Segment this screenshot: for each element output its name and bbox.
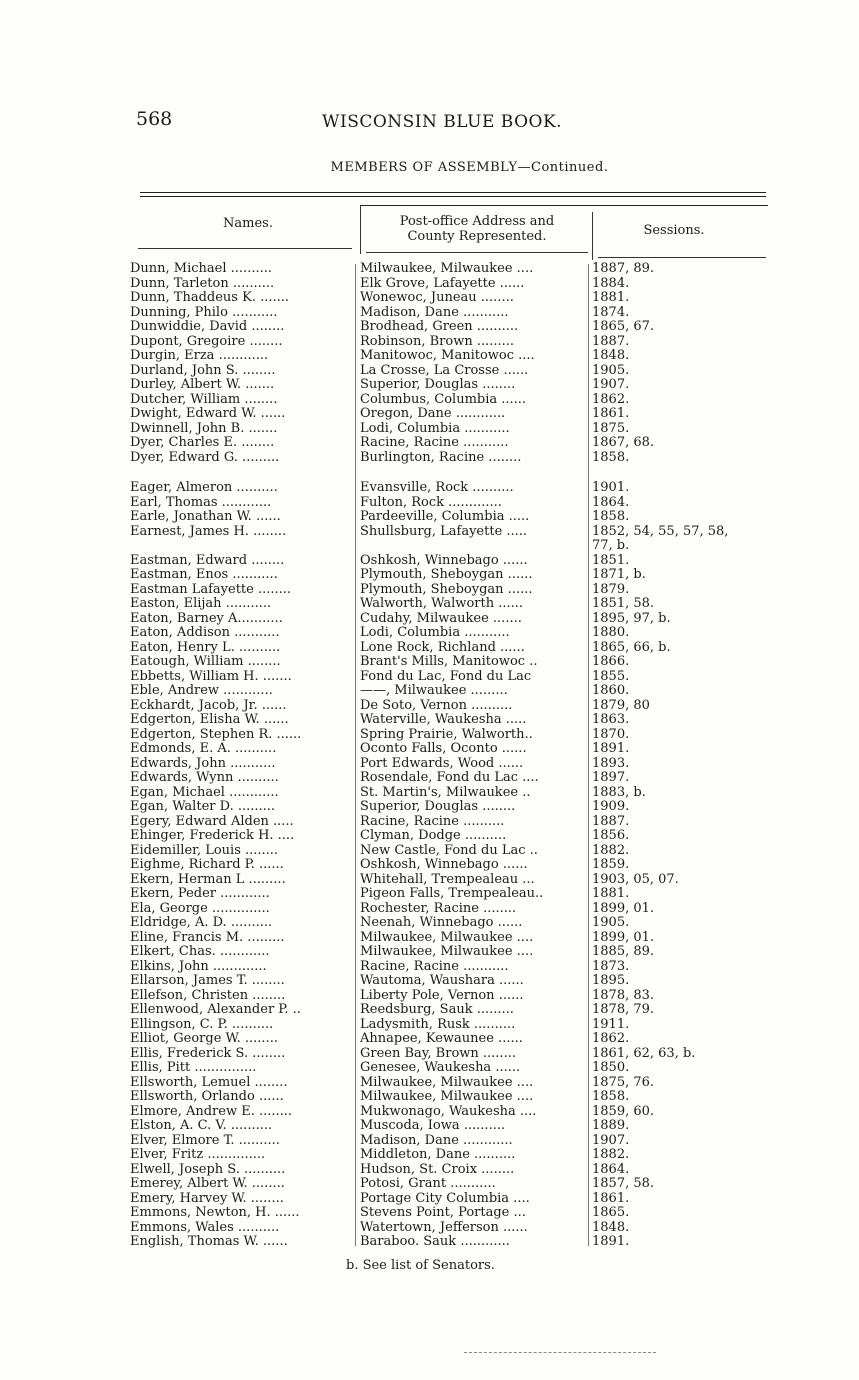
member-sessions: 1858. [592, 509, 630, 524]
member-sessions: 1861, 62, 63, b. [592, 1045, 696, 1061]
member-address: Burlington, Racine ........ [360, 450, 522, 465]
member-address: Wonewoc, Juneau ........ [360, 291, 514, 305]
member-address: Fond du Lac, Fond du Lac [360, 669, 532, 684]
member-name: Egery, Edward Alden ..... [130, 814, 294, 829]
member-address: Pardeeville, Columbia ..... [360, 510, 530, 524]
member-name: Edwards, John ........... [130, 756, 276, 771]
member-sessions: 1863. [592, 712, 630, 727]
member-sessions: 1864. [592, 1161, 630, 1177]
table-row [120, 786, 780, 801]
column-header-address-line2: County Represented. [407, 229, 547, 244]
member-name: Durley, Albert W. ....... [130, 378, 275, 392]
table-row [120, 974, 780, 989]
member-address: Madison, Dane ........... [360, 305, 509, 320]
table-row [120, 1163, 780, 1178]
member-name: Eatough, William ........ [130, 655, 281, 669]
table-row [120, 451, 780, 466]
member-sessions: 1865, 66, b. [592, 639, 671, 655]
table-row [120, 1148, 780, 1163]
member-sessions: 1866. [592, 654, 630, 669]
bottom-dash-mark [464, 1352, 656, 1353]
member-address: Potosi, Grant ........... [360, 1177, 496, 1191]
member-address: Columbus, Columbia ...... [360, 392, 527, 407]
table-row [120, 1235, 780, 1250]
member-address: Superior, Douglas ........ [360, 378, 516, 392]
table-row [120, 320, 780, 335]
column-header-address [364, 214, 590, 244]
table-row [120, 481, 780, 496]
table-row [120, 393, 780, 408]
member-name: Dunn, Tarleton .......... [130, 276, 275, 291]
column-divider-1 [360, 206, 361, 254]
table-row [120, 378, 780, 393]
table-row [120, 306, 780, 321]
member-name: Eastman Lafayette ........ [130, 582, 292, 597]
member-address: Racine, Racine ........... [360, 436, 509, 450]
table-row [120, 815, 780, 830]
member-name: Elliot, George W. ........ [130, 1032, 278, 1046]
table-row [120, 916, 780, 931]
member-name: Edmonds, E. A. .......... [130, 742, 277, 756]
member-address: Muscoda, Iowa .......... [360, 1119, 506, 1133]
column-divider-2 [592, 212, 593, 260]
member-name: Ellarson, James T. ........ [130, 974, 285, 988]
member-sessions: 1857, 58. [592, 1176, 655, 1191]
member-address: Milwaukee, Milwaukee .... [360, 945, 534, 959]
member-address: Port Edwards, Wood ...... [360, 756, 524, 771]
member-sessions: 1905. [592, 362, 630, 378]
table-row [120, 742, 780, 757]
table-row [120, 525, 780, 540]
member-sessions: 1858. [592, 1089, 630, 1104]
table-row [120, 262, 780, 277]
member-sessions: 1895. [592, 973, 630, 988]
table-row [120, 1119, 780, 1134]
member-sessions: 1864. [592, 494, 630, 510]
member-address: Oconto Falls, Oconto ...... [360, 742, 527, 756]
member-name: Dunn, Michael .......... [130, 262, 272, 276]
member-sessions: 1870. [592, 726, 630, 742]
member-sessions: 1899, 01. [592, 929, 655, 945]
member-sessions: 1885, 89. [592, 944, 655, 959]
member-sessions: 1882. [592, 1147, 630, 1162]
member-sessions: 1909. [592, 799, 630, 814]
member-address: Liberty Pole, Vernon ...... [360, 988, 524, 1003]
member-address: Elk Grove, Lafayette ...... [360, 276, 525, 291]
member-address: Milwaukee, Milwaukee .... [360, 930, 534, 945]
table-row [120, 539, 780, 554]
member-address: New Castle, Fond du Lac .. [360, 843, 538, 858]
member-address: Portage City Columbia .... [360, 1191, 530, 1206]
member-name: Eidemiller, Louis ........ [130, 843, 279, 858]
member-name: Eckhardt, Jacob, Jr. ...... [130, 698, 287, 713]
member-sessions: 1873. [592, 958, 630, 974]
table-row [120, 902, 780, 917]
member-name: Ekern, Herman L ......... [130, 872, 286, 887]
member-address: Shullsburg, Lafayette ..... [360, 524, 528, 539]
member-sessions: 1887. [592, 813, 630, 829]
member-sessions: 1862. [592, 1031, 630, 1046]
member-name: Dunn, Thaddeus K. ....... [130, 291, 290, 305]
table-row [120, 829, 780, 844]
member-name: English, Thomas W. ...... [130, 1235, 288, 1249]
member-address: Superior, Douglas ........ [360, 800, 516, 814]
member-address: Milwaukee, Milwaukee .... [360, 262, 534, 276]
column-header-names: Names. [223, 216, 273, 231]
member-address: Walworth, Walworth ...... [360, 597, 524, 611]
member-name: Easton, Elijah ........... [130, 597, 272, 611]
table-row [120, 1134, 780, 1149]
member-name: Dunning, Philo ........... [130, 305, 278, 320]
member-address: Brodhead, Green .......... [360, 320, 519, 334]
member-sessions: 1887, 89. [592, 261, 655, 276]
table-row [120, 1090, 780, 1105]
member-address: Plymouth, Sheboygan ...... [360, 582, 533, 597]
member-name: Ehinger, Frederick H. .... [130, 829, 295, 843]
member-name: Eighme, Richard P. ...... [130, 858, 284, 872]
member-sessions: 1911. [592, 1016, 630, 1032]
table-row [120, 1105, 780, 1120]
member-address: Brant's Mills, Manitowoc .. [360, 655, 538, 669]
running-title: WISCONSIN BLUE BOOK. [322, 112, 563, 132]
member-name: Dyer, Edward G. ......... [130, 450, 280, 465]
member-sessions: 1901. [592, 480, 630, 495]
member-name: Ellsworth, Orlando ...... [130, 1090, 284, 1104]
table-row [120, 844, 780, 859]
member-sessions: 1855. [592, 668, 630, 684]
member-name: Elwell, Joseph S. .......... [130, 1162, 286, 1177]
member-address: St. Martin's, Milwaukee .. [360, 785, 531, 800]
member-name: Earle, Jonathan W. ...... [130, 510, 281, 524]
member-sessions: 1881. [592, 886, 630, 901]
member-sessions: 1862. [592, 391, 630, 407]
table-row [120, 1192, 780, 1207]
member-sessions: 1861. [592, 406, 630, 421]
table-row [120, 626, 780, 641]
member-address: Whitehall, Trempealeau ... [360, 872, 535, 887]
member-name: Egan, Michael ............ [130, 785, 279, 800]
member-sessions: 1880. [592, 625, 630, 640]
table-row [120, 277, 780, 292]
table-row [120, 510, 780, 525]
member-address: Milwaukee, Milwaukee .... [360, 1090, 534, 1104]
member-name: Dutcher, William ........ [130, 392, 278, 407]
table-row [120, 655, 780, 670]
member-sessions: 1878, 83. [592, 987, 655, 1003]
member-name: Edgerton, Stephen R. ...... [130, 727, 302, 742]
member-sessions: 1879. [592, 581, 630, 597]
member-sessions: 1905. [592, 915, 630, 930]
member-sessions: 1895, 97, b. [592, 610, 671, 626]
footnote: b. See list of Senators. [346, 1258, 495, 1273]
member-name: Eastman, Enos ........... [130, 568, 278, 582]
table-row [120, 1076, 780, 1091]
member-address: Green Bay, Brown ........ [360, 1046, 516, 1061]
table-row [120, 291, 780, 306]
member-sessions: 1882. [592, 842, 630, 858]
table-row [120, 931, 780, 946]
table-row [120, 757, 780, 772]
member-name: Emerey, Albert W. ........ [130, 1177, 285, 1191]
member-name: Ellingson, C. P. .......... [130, 1017, 274, 1032]
table-row [120, 496, 780, 511]
table-row [120, 670, 780, 685]
member-name: Elmore, Andrew E. ........ [130, 1104, 293, 1119]
table-row [120, 612, 780, 627]
member-sessions: 1878, 79. [592, 1002, 655, 1017]
table-row [120, 684, 780, 699]
table-row [120, 1018, 780, 1033]
member-address: Clyman, Dodge .......... [360, 829, 507, 843]
member-address: Middleton, Dane .......... [360, 1148, 516, 1162]
table-row [120, 945, 780, 960]
member-sessions: 1859, 60. [592, 1103, 655, 1119]
member-name: Eaton, Henry L. .......... [130, 640, 281, 655]
table-row [120, 699, 780, 714]
table-row [120, 349, 780, 364]
member-address: Oshkosh, Winnebago ...... [360, 858, 528, 872]
table-row [120, 960, 780, 975]
member-name: Ebbetts, William H. ....... [130, 669, 292, 684]
member-sessions: 1883, b. [592, 784, 646, 800]
member-address: La Crosse, La Crosse ...... [360, 363, 529, 378]
header-underline-sessions [598, 257, 766, 258]
table-row [120, 1206, 780, 1221]
member-sessions: 1893. [592, 755, 630, 771]
member-name: Eaton, Barney A........... [130, 611, 283, 626]
member-sessions: 1852, 54, 55, 57, 58, [592, 523, 729, 539]
member-address: Racine, Racine .......... [360, 814, 505, 829]
member-sessions: 1865. [592, 1205, 630, 1220]
member-address: Genesee, Waukesha ...... [360, 1061, 521, 1075]
member-address: Fulton, Rock ............. [360, 495, 502, 510]
table-row [120, 554, 780, 569]
table-row [120, 641, 780, 656]
table-row [120, 597, 780, 612]
member-address: Ladysmith, Rusk .......... [360, 1017, 516, 1032]
member-name: Elver, Fritz .............. [130, 1148, 266, 1162]
member-name: Eaton, Addison ........... [130, 626, 280, 640]
header-underline-address [366, 252, 588, 253]
member-address: Spring Prairie, Walworth.. [360, 727, 533, 742]
member-sessions: 1907. [592, 1132, 630, 1148]
member-address: Milwaukee, Milwaukee .... [360, 1075, 534, 1090]
member-address: Pigeon Falls, Trempealeau.. [360, 887, 544, 901]
table-row [120, 1177, 780, 1192]
member-sessions: 1859. [592, 857, 630, 872]
table-row [120, 583, 780, 598]
group-gap [120, 465, 780, 481]
member-sessions: 1899, 01. [592, 900, 655, 916]
column-header-address-line1: Post-office Address and [399, 214, 555, 229]
member-address: Wautoma, Waushara ...... [360, 974, 524, 988]
table-row [120, 422, 780, 437]
table-row [120, 713, 780, 728]
member-sessions: 1860. [592, 683, 630, 698]
table-row [120, 436, 780, 451]
member-address: Robinson, Brown ......... [360, 334, 515, 349]
member-sessions: 1851. [592, 552, 630, 568]
member-sessions: 1889. [592, 1118, 630, 1133]
member-name: Ellenwood, Alexander P. .. [130, 1003, 301, 1017]
member-address: Ahnapee, Kewaunee ...... [360, 1032, 523, 1046]
member-address: Neenah, Winnebago ...... [360, 916, 523, 930]
member-address: Plymouth, Sheboygan ...... [360, 568, 533, 582]
member-sessions: 1858. [592, 449, 630, 465]
members-table [120, 262, 780, 1250]
member-sessions: 1891. [592, 1234, 630, 1249]
member-name: Emery, Harvey W. ........ [130, 1191, 284, 1206]
table-row [120, 858, 780, 873]
member-address: Oshkosh, Winnebago ...... [360, 553, 528, 568]
table-row [120, 1032, 780, 1047]
member-name: Dwight, Edward W. ...... [130, 407, 286, 421]
member-name: Ellefson, Christen ........ [130, 988, 286, 1003]
table-row [120, 1221, 780, 1236]
member-sessions: 1891. [592, 741, 630, 756]
table-row [120, 989, 780, 1004]
member-address: Mukwonago, Waukesha .... [360, 1104, 537, 1119]
member-sessions: 1875, 76. [592, 1074, 655, 1090]
table-row [120, 887, 780, 902]
member-name: Eldridge, A. D. .......... [130, 916, 273, 930]
table-row [120, 873, 780, 888]
member-name: Ellis, Pitt ............... [130, 1061, 257, 1075]
member-sessions: 1848. [592, 348, 630, 363]
member-name: Earl, Thomas ............ [130, 495, 272, 510]
member-sessions: 1874. [592, 304, 630, 320]
table-row [120, 364, 780, 379]
member-address: Lodi, Columbia ........... [360, 626, 510, 640]
member-sessions: 1850. [592, 1060, 630, 1075]
member-name: Earnest, James H. ........ [130, 524, 287, 539]
member-address: Rochester, Racine ........ [360, 901, 517, 916]
member-name: Elkert, Chas. ............ [130, 945, 270, 959]
member-address: Lodi, Columbia ........... [360, 421, 510, 436]
page-number: 568 [136, 108, 173, 130]
member-sessions: 1907. [592, 377, 630, 392]
member-name: Ela, George .............. [130, 901, 270, 916]
member-address: Manitowoc, Manitowoc .... [360, 349, 535, 363]
member-name: Edwards, Wynn .......... [130, 771, 279, 785]
member-sessions: 1856. [592, 828, 630, 843]
table-row [120, 407, 780, 422]
member-name: Eline, Francis M. ......... [130, 930, 285, 945]
member-sessions: 1867, 68. [592, 435, 655, 450]
member-address: De Soto, Vernon .......... [360, 698, 513, 713]
member-name: Ekern, Peder ............ [130, 887, 270, 901]
member-name: Eastman, Edward ........ [130, 553, 285, 568]
member-name: Durgin, Erza ............ [130, 349, 269, 363]
member-name: Dunwiddie, David ........ [130, 320, 285, 334]
member-address: Racine, Racine ........... [360, 959, 509, 974]
table-row [120, 771, 780, 786]
member-address: Hudson, St. Croix ........ [360, 1162, 515, 1177]
member-address: ——, Milwaukee ......... [360, 684, 508, 698]
member-name: Ellis, Frederick S. ........ [130, 1046, 286, 1061]
top-rule-3 [360, 205, 768, 206]
member-address: Waterville, Waukesha ..... [360, 713, 527, 727]
member-name: Dyer, Charles E. ........ [130, 436, 275, 450]
member-address: Watertown, Jefferson ...... [360, 1220, 528, 1235]
member-sessions: 1848. [592, 1219, 630, 1235]
top-rule-2 [140, 196, 766, 197]
table-row [120, 1061, 780, 1076]
member-name: Elston, A. C. V. .......... [130, 1119, 273, 1133]
member-sessions: 1897. [592, 770, 630, 785]
member-sessions: 1881. [592, 290, 630, 305]
table-row [120, 1047, 780, 1062]
member-sessions: 1875. [592, 420, 630, 436]
member-address: Evansville, Rock .......... [360, 481, 514, 495]
member-address: Stevens Point, Portage ... [360, 1206, 526, 1220]
member-sessions: 1879, 80 [592, 697, 650, 713]
member-sessions: 1861. [592, 1190, 630, 1206]
member-address: Oregon, Dane ............ [360, 407, 506, 421]
member-address: Cudahy, Milwaukee ....... [360, 611, 522, 626]
member-address: Baraboo. Sauk ............ [360, 1235, 510, 1249]
table-row [120, 335, 780, 350]
member-name: Elver, Elmore T. .......... [130, 1133, 280, 1148]
table-row [120, 800, 780, 815]
member-name: Ellsworth, Lemuel ........ [130, 1075, 288, 1090]
section-title: MEMBERS OF ASSEMBLY—Continued. [330, 160, 609, 175]
member-sessions: 77, b. [592, 538, 630, 553]
member-sessions: 1851, 58. [592, 596, 655, 611]
member-sessions: 1865, 67. [592, 319, 655, 334]
table-row [120, 1003, 780, 1018]
member-name: Edgerton, Elisha W. ...... [130, 713, 289, 727]
top-rule-1 [140, 192, 766, 193]
member-sessions: 1884. [592, 275, 630, 291]
member-name: Durland, John S. ........ [130, 363, 276, 378]
member-name: Dupont, Gregoire ........ [130, 334, 283, 349]
member-name: Elkins, John ............. [130, 959, 267, 974]
member-address: Lone Rock, Richland ...... [360, 640, 525, 655]
member-name: Eble, Andrew ............ [130, 684, 273, 698]
table-row [120, 568, 780, 583]
member-name: Dwinnell, John B. ....... [130, 421, 278, 436]
header-underline-names [138, 248, 352, 249]
member-sessions: 1871, b. [592, 567, 646, 582]
member-sessions: 1887. [592, 333, 630, 349]
member-sessions: 1903, 05, 07. [592, 871, 679, 887]
member-address: Reedsburg, Sauk ......... [360, 1003, 514, 1017]
member-name: Egan, Walter D. ......... [130, 800, 276, 814]
member-name: Emmons, Newton, H. ...... [130, 1206, 300, 1220]
column-header-sessions: Sessions. [643, 223, 705, 238]
member-name: Emmons, Wales .......... [130, 1220, 280, 1235]
table-row [120, 728, 780, 743]
member-name: Eager, Almeron .......... [130, 481, 278, 495]
member-address: Rosendale, Fond du Lac .... [360, 771, 539, 785]
member-address: Madison, Dane ............ [360, 1133, 513, 1148]
